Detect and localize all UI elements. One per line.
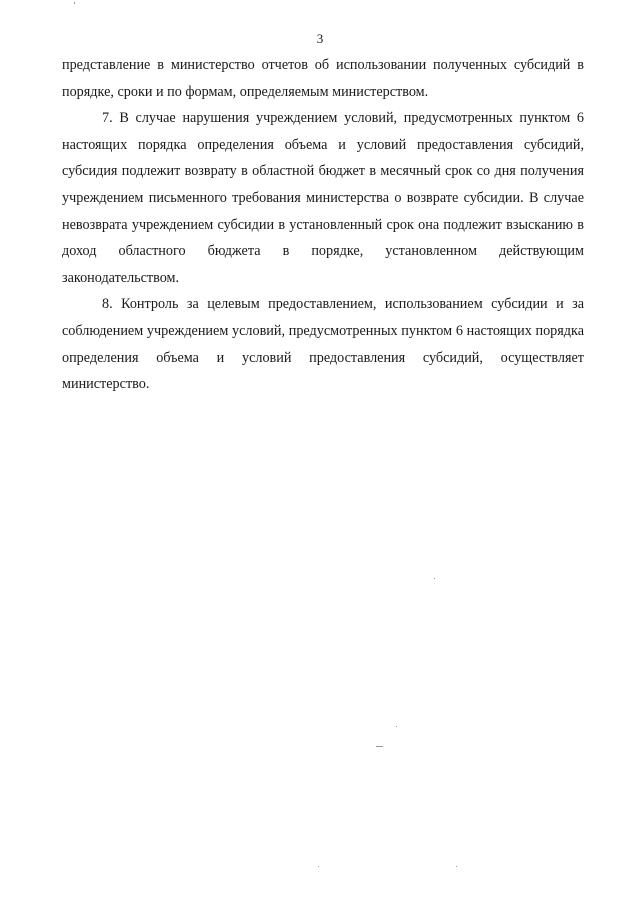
scan-speck <box>456 866 457 867</box>
scan-speck <box>434 578 435 579</box>
document-body <box>62 52 584 398</box>
scan-speck <box>396 726 397 727</box>
scan-speck <box>376 746 383 747</box>
paragraph-item-7: 7. В случае нарушения учреждением условий, предусмотренных пунктом 6 настоящих порядка определения объема и условий предоставления субсидий, субсидия подлежит возврату в областной бюджет в месячный срок со дня получения учреждением письменного требования министерства о возврате субсидии. В случае невозврата учреждением субсидии в установленный срок она подлежит взысканию в доход областного бюджета в порядке, установленном действующим законодательством. <box>62 110 584 286</box>
paragraph-continuation: представление в министерство отчетов об использовании полученных субсидий в порядке, сроки и по формам, определяемым министерством. <box>62 57 584 100</box>
page-number: 3 <box>316 31 324 46</box>
scan-speck <box>74 2 75 4</box>
scan-speck <box>318 866 319 867</box>
paragraph-item-8: 8. Контроль за целевым предоставлением, использованием субсидии и за соблюдением учреждением условий, предусмотренных пунктом 6 настоящих порядка определения объема и условий предоставления субсидий, осуществляет министерство. <box>62 296 584 393</box>
